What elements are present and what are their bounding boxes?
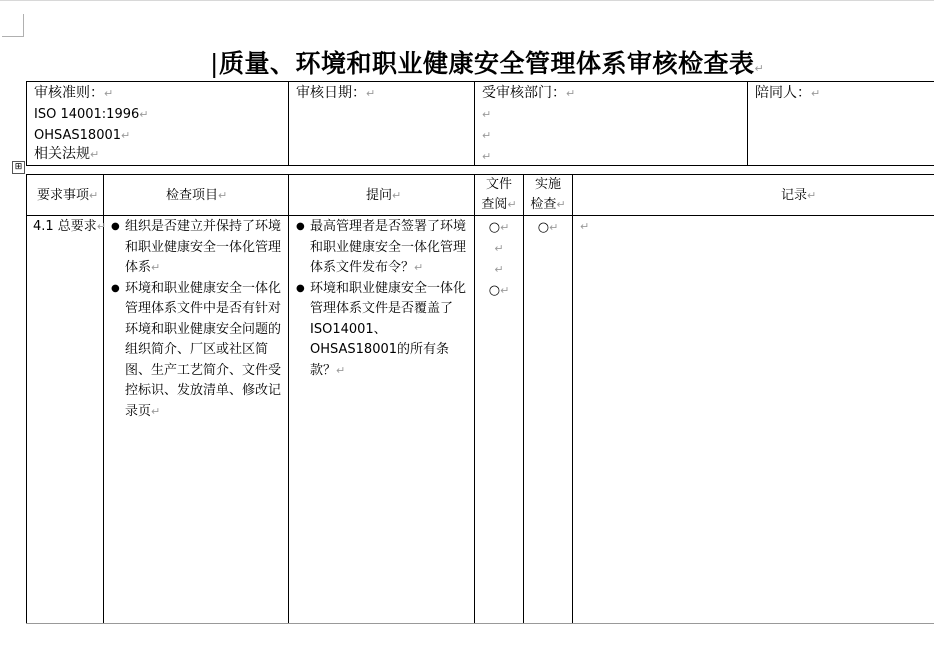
- cell-doc-review[interactable]: ○↵ ↵ ↵ ○↵: [488, 220, 510, 298]
- checklist-col-divider-4: [523, 174, 524, 623]
- cell-questions[interactable]: [296, 217, 468, 381]
- header-table-bottom-border: [26, 165, 934, 166]
- check-item: ● 组织是否建立并保持了环境和职业健康安全一体化管理体系↵: [111, 217, 283, 279]
- document-title[interactable]: [210, 44, 764, 80]
- criteria-label: 审核准则：: [34, 85, 104, 101]
- header-table-top-border: [26, 81, 934, 82]
- paragraph-mark-icon: ↵: [482, 129, 492, 142]
- col-header-doc-review: 文件 查阅↵: [481, 177, 517, 212]
- cell-implementation-check[interactable]: ○↵: [537, 220, 559, 235]
- question-item: ● 最高管理者是否签署了环境和职业健康安全一体化管理体系文件发布令？↵: [296, 217, 468, 279]
- page-corner-crop-mark: [2, 14, 24, 37]
- checklist-col-divider-3: [474, 174, 475, 623]
- checklist-col-divider-5: [572, 174, 573, 623]
- circle-mark-icon: ○: [537, 220, 550, 235]
- audited-dept-cell[interactable]: 受审核部门：↵ ↵ ↵ ↵: [482, 85, 576, 163]
- checklist-col-divider-2: [288, 174, 289, 623]
- page-bottom-edge: [26, 623, 934, 624]
- criteria-cell[interactable]: 审核准则：↵ ISO 14001:1996↵ OHSAS18001↵ 相关法规↵: [34, 85, 149, 162]
- checklist-left-border: [26, 174, 27, 623]
- header-col-divider-2: [474, 81, 475, 166]
- col-header-check-items: 检查项目↵: [166, 188, 228, 203]
- table-move-handle-icon[interactable]: ⊞: [12, 161, 25, 174]
- checklist-col-divider-1: [103, 174, 104, 623]
- header-table-left-border: [26, 81, 27, 166]
- col-header-requirement: 要求事项↵: [37, 188, 99, 203]
- audit-date-cell[interactable]: 审核日期：↵: [296, 85, 376, 101]
- col-header-record: 记录↵: [781, 188, 817, 203]
- header-col-divider-1: [288, 81, 289, 166]
- col-header-questions: 提问↵: [366, 188, 402, 203]
- audited-dept-label: 受审核部门：: [482, 85, 566, 101]
- paragraph-mark-icon: ↵: [482, 108, 492, 121]
- criteria-item-iso: ISO 14001:1996: [34, 107, 140, 122]
- paragraph-mark-icon: ↵: [754, 62, 765, 75]
- text-cursor: |: [210, 49, 219, 78]
- cell-check-items[interactable]: [111, 217, 283, 422]
- audit-date-label: 审核日期：: [296, 85, 366, 101]
- cell-record[interactable]: ↵: [580, 220, 590, 233]
- requirement-text: 4.1 总要求: [33, 219, 97, 234]
- question-item: ● 环境和职业健康安全一体化管理体系文件是否覆盖了 ISO14001、OHSAS18001的所有条款？↵: [296, 279, 468, 382]
- check-item: ● 环境和职业健康安全一体化管理体系文件中是否有针对环境和职业健康安全问题的组织简介、厂区或社区简图、生产工艺简介、文件受控标识、发放清单、修改记录页↵: [111, 279, 283, 423]
- header-col-divider-3: [747, 81, 748, 166]
- criteria-item-regulations: 相关法规: [34, 146, 90, 162]
- col-header-implementation-check: 实施 检查↵: [530, 177, 566, 212]
- paragraph-mark-icon: ↵: [482, 150, 492, 163]
- window-top-border: [0, 0, 934, 1]
- companion-cell[interactable]: 陪同人：↵: [755, 85, 821, 101]
- circle-mark-icon: ○: [488, 220, 501, 235]
- checklist-header-bottom-border: [26, 215, 934, 216]
- companion-label: 陪同人：: [755, 85, 811, 101]
- criteria-item-ohsas: OHSAS18001: [34, 128, 122, 143]
- circle-mark-icon: ○: [488, 283, 501, 298]
- cell-requirement[interactable]: 4.1 总要求↵: [33, 219, 107, 234]
- title-text: 质量、环境和职业健康安全管理体系审核检查表: [218, 49, 755, 78]
